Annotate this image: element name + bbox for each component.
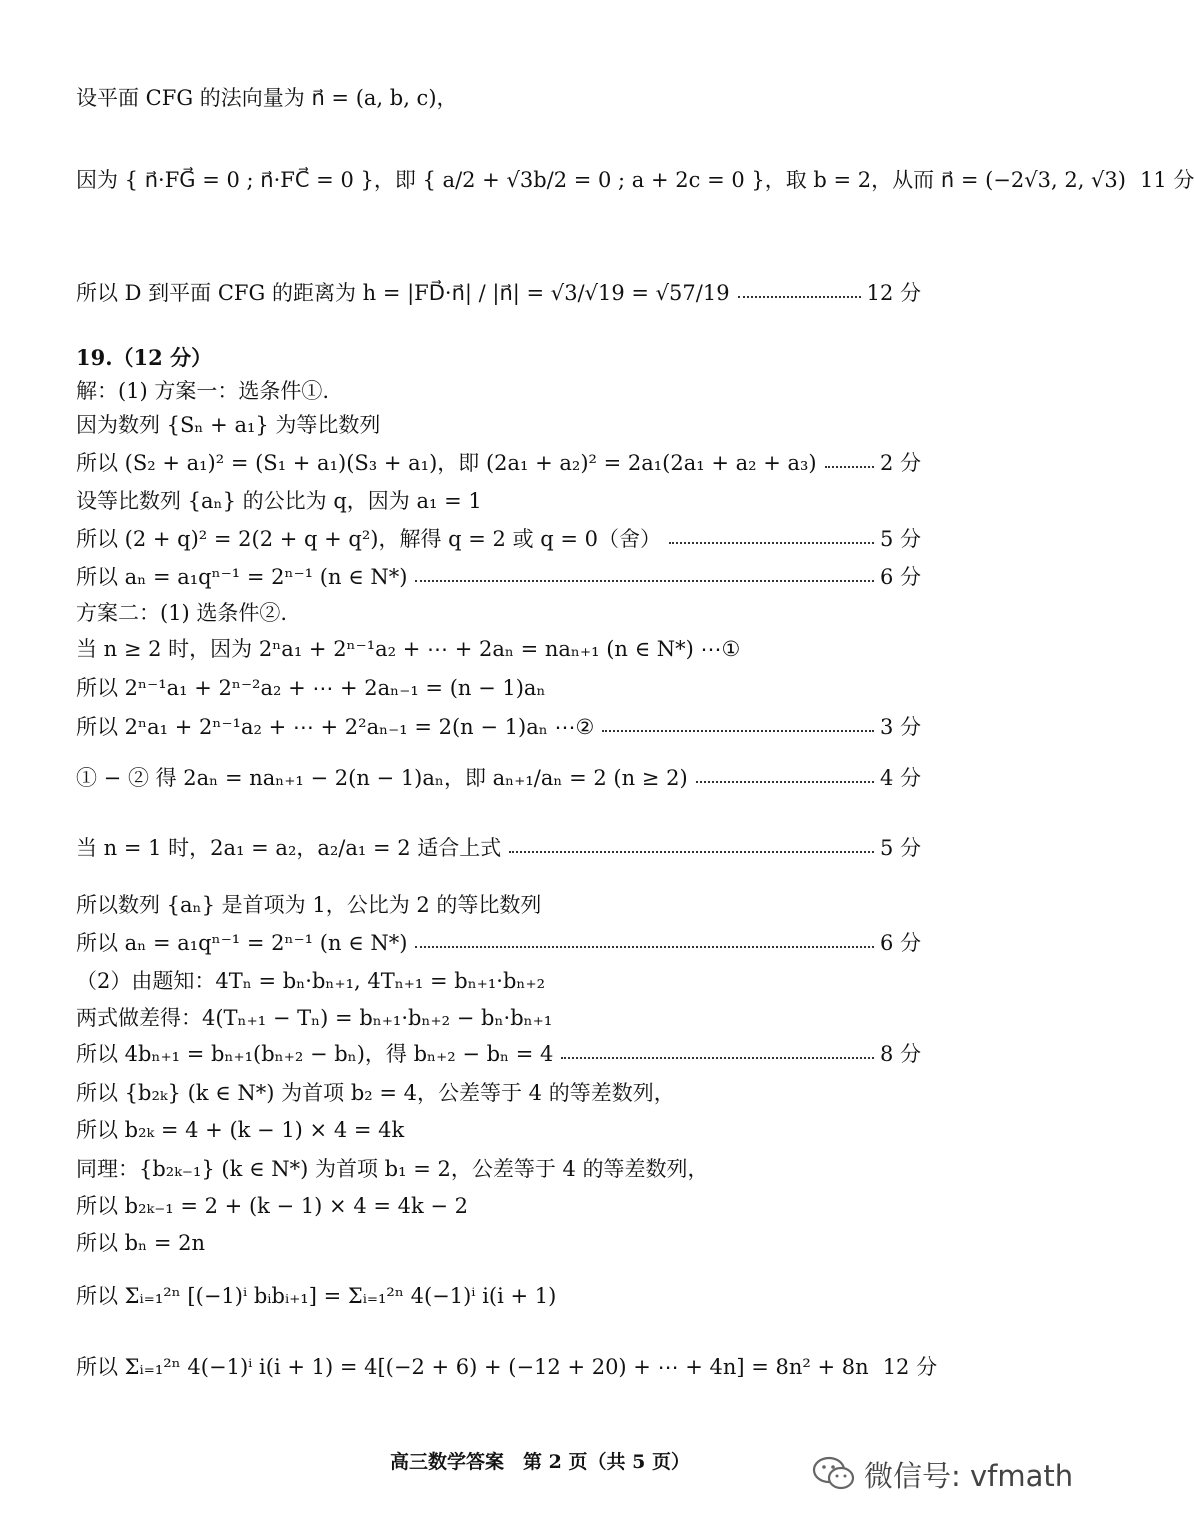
dot-leader — [696, 781, 874, 783]
page-footer: 高三数学答案 第 2 页（共 5 页） — [390, 1451, 690, 1473]
dot-leader — [561, 1057, 874, 1059]
distance-line — [76, 280, 921, 306]
system-equations-line — [76, 167, 1194, 193]
line-text: 所以 2ⁿa₁ + 2ⁿ⁻¹a₂ + ⋯ + 2²aₙ₋₁ = 2(n − 1)aₙ ⋯② — [76, 715, 595, 739]
dot-leader — [602, 730, 874, 732]
line-text: 当 n = 1 时，2a₁ = a₂，a₂/a₁ = 2 适合上式 — [76, 836, 502, 860]
score-label: 8 分 — [879, 1042, 921, 1066]
dot-leader — [825, 466, 874, 468]
solution-line — [76, 1230, 921, 1256]
solution-line — [76, 714, 921, 740]
score-label: 3 分 — [879, 715, 921, 739]
line-text: 19.（12 分） — [76, 345, 213, 370]
line-text: 因为 { n⃗·FG⃗ = 0 ; n⃗·FC⃗ = 0 }，即 { a/2 + √3b/2 = 0 ; a + 2c = 0 }，取 b = 2，从而 n⃗ = (−2√3, 2, √3) — [76, 168, 1126, 192]
solution-line — [76, 1193, 921, 1219]
score-label: 5 分 — [879, 527, 921, 551]
line-text: （2）由题知：4Tₙ = bₙ·bₙ₊₁, 4Tₙ₊₁ = bₙ₊₁·bₙ₊₂ — [76, 969, 545, 993]
solution-start-line — [76, 378, 921, 404]
line-text: 所以 D 到平面 CFG 的距离为 h = |FD⃗·n⃗| / |n⃗| = √3/√19 = √57/19 — [76, 281, 730, 305]
score-label: 11 分 — [1139, 168, 1194, 192]
line-text: 所以 Σᵢ₌₁²ⁿ 4(−1)ⁱ i(i + 1) = 4[(−2 + 6) + (−12 + 20) + ⋯ + 4n] = 8n² + 8n — [76, 1355, 869, 1379]
line-text: 所以 aₙ = a₁qⁿ⁻¹ = 2ⁿ⁻¹ (n ∈ N*) — [76, 565, 408, 589]
score-label: 2 分 — [879, 451, 921, 475]
solution-line — [76, 1283, 921, 1309]
solution-line — [76, 930, 921, 956]
wechat-icon — [812, 1456, 856, 1492]
dot-leader — [669, 542, 874, 544]
dot-leader — [738, 296, 861, 298]
score-label: 4 分 — [879, 766, 921, 790]
score-label: 12 分 — [866, 281, 921, 305]
solution-line — [76, 636, 921, 662]
score-label: 6 分 — [879, 931, 921, 955]
solution-line — [76, 765, 921, 791]
watermark — [812, 1454, 1073, 1494]
line-text: 设等比数列 {aₙ} 的公比为 q，因为 a₁ = 1 — [76, 489, 482, 513]
solution-line — [76, 412, 921, 438]
solution-line — [76, 1080, 921, 1106]
line-text: 所以数列 {aₙ} 是首项为 1，公比为 2 的等比数列 — [76, 893, 542, 917]
solution-line — [76, 488, 921, 514]
line-text: 所以 2ⁿ⁻¹a₁ + 2ⁿ⁻²a₂ + ⋯ + 2aₙ₋₁ = (n − 1)aₙ — [76, 676, 546, 700]
line-text: 所以 b₂ₖ₋₁ = 2 + (k − 1) × 4 = 4k − 2 — [76, 1194, 469, 1218]
line-text: 所以 (S₂ + a₁)² = (S₁ + a₁)(S₃ + a₁)，即 (2a₁ + a₂)² = 2a₁(2a₁ + a₂ + a₃) — [76, 451, 817, 475]
solution-line — [76, 564, 921, 590]
line-text: 两式做差得：4(Tₙ₊₁ − Tₙ) = bₙ₊₁·bₙ₊₂ − bₙ·bₙ₊₁ — [76, 1006, 553, 1030]
solution-line — [76, 835, 921, 861]
line-text: 所以 4bₙ₊₁ = bₙ₊₁(bₙ₊₂ − bₙ)，得 bₙ₊₂ − bₙ = 4 — [76, 1042, 554, 1066]
score-label: 12 分 — [882, 1355, 938, 1379]
line-text: 设平面 CFG 的法向量为 n⃗ = (a, b, c)， — [76, 86, 458, 110]
solution-line — [76, 675, 921, 701]
line-text: 所以 (2 + q)² = 2(2 + q + q²)，解得 q = 2 或 q = 0（舍） — [76, 527, 662, 551]
line-text: 所以 b₂ₖ = 4 + (k − 1) × 4 = 4k — [76, 1118, 405, 1142]
line-text: ① − ② 得 2aₙ = naₙ₊₁ − 2(n − 1)aₙ，即 aₙ₊₁/aₙ = 2 (n ≥ 2) — [76, 766, 688, 790]
solution-line — [76, 968, 921, 994]
line-text: 当 n ≥ 2 时，因为 2ⁿa₁ + 2ⁿ⁻¹a₂ + ⋯ + 2aₙ = naₙ₊₁ (n ∈ N*) ⋯① — [76, 637, 741, 661]
score-label: 6 分 — [879, 565, 921, 589]
question-heading — [76, 345, 921, 371]
solution-line — [76, 1005, 921, 1031]
solution-line — [76, 1354, 938, 1380]
solution-line — [76, 600, 921, 626]
line-text: 所以 aₙ = a₁qⁿ⁻¹ = 2ⁿ⁻¹ (n ∈ N*) — [76, 931, 408, 955]
watermark-text: 微信号: vfmath — [864, 1458, 1074, 1493]
solution-line — [76, 1041, 921, 1067]
line-text: 同理：{b₂ₖ₋₁} (k ∈ N*) 为首项 b₁ = 2，公差等于 4 的等差数列， — [76, 1157, 709, 1181]
dot-leader — [415, 580, 874, 582]
line-text: 解：(1) 方案一：选条件①. — [76, 379, 330, 403]
dot-leader — [415, 946, 874, 948]
line-text: 因为数列 {Sₙ + a₁} 为等比数列 — [76, 413, 381, 437]
dot-leader — [509, 851, 874, 853]
line-text: 所以 {b₂ₖ} (k ∈ N*) 为首项 b₂ = 4，公差等于 4 的等差数列， — [76, 1081, 675, 1105]
solution-line — [76, 1117, 921, 1143]
line-text: 所以 Σᵢ₌₁²ⁿ [(−1)ⁱ bᵢbᵢ₊₁] = Σᵢ₌₁²ⁿ 4(−1)ⁱ i(i + 1) — [76, 1284, 557, 1308]
solution-line — [76, 1156, 921, 1182]
solution-line — [76, 892, 921, 918]
normal-vector-line — [76, 85, 921, 111]
line-text: 所以 bₙ = 2n — [76, 1231, 206, 1255]
score-label: 5 分 — [879, 836, 921, 860]
solution-line — [76, 526, 921, 552]
solution-line — [76, 450, 921, 476]
line-text: 方案二：(1) 选条件②. — [76, 601, 288, 625]
